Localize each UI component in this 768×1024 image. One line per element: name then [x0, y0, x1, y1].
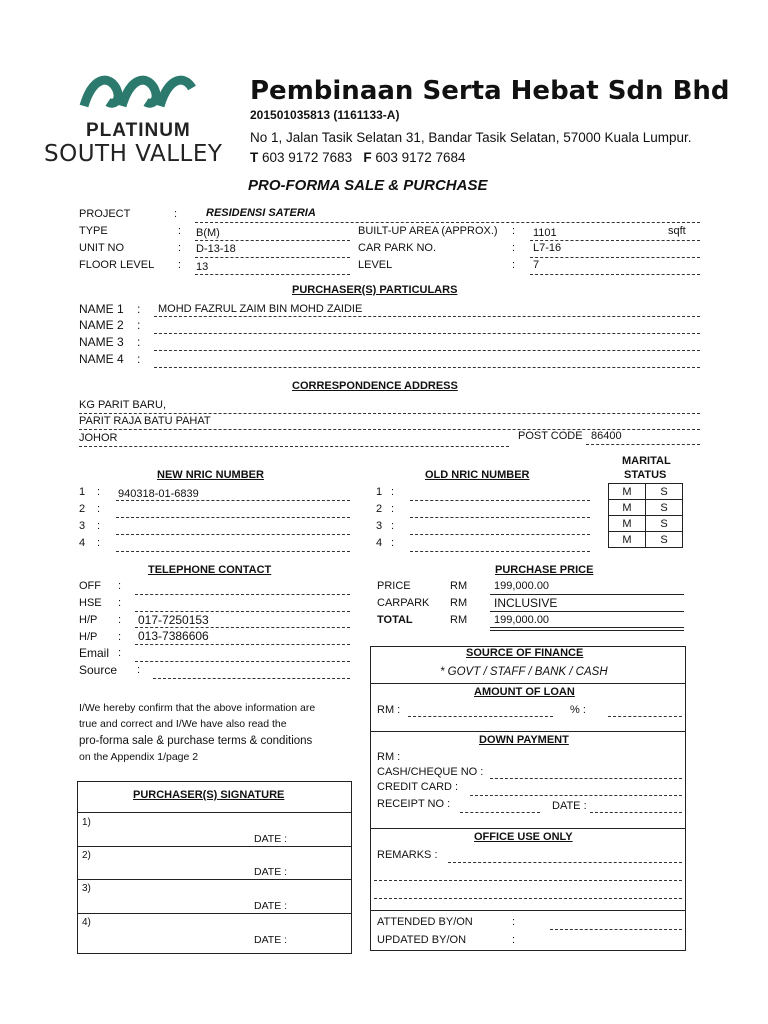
company-logo-icon — [78, 68, 196, 110]
price-line — [490, 594, 684, 595]
level-value: 7 — [533, 259, 540, 271]
signature-divider-3 — [77, 913, 352, 914]
old-nric-row-number: 4 — [376, 537, 383, 549]
attended-by-line — [550, 929, 682, 930]
hp-1-line — [135, 627, 350, 628]
floor-level-value: 13 — [196, 261, 209, 273]
total-line-2 — [490, 630, 684, 631]
off-line — [135, 594, 350, 595]
project-line — [195, 222, 700, 223]
office-use-heading: OFFICE USE ONLY — [474, 831, 573, 843]
down-payment-heading: DOWN PAYMENT — [479, 734, 569, 746]
name-3-label: NAME 3 — [79, 335, 124, 349]
single-option[interactable]: S — [646, 500, 683, 516]
project-colon: : — [174, 208, 178, 220]
marital-row-4 — [609, 532, 683, 548]
down-payment-rm-label: RM : — [377, 751, 401, 763]
old-nric-colon: : — [391, 537, 395, 549]
level-label: LEVEL — [358, 259, 393, 271]
signature-row-2-date: DATE : — [254, 866, 288, 878]
purchase-price-heading: PURCHASE PRICE — [495, 564, 594, 576]
carpark-price-label: CARPARK — [377, 597, 430, 609]
level-colon: : — [512, 259, 516, 271]
finance-options: * GOVT / STAFF / BANK / CASH — [440, 666, 608, 678]
old-nric-colon: : — [391, 486, 395, 498]
new-nric-value: 940318-01-6839 — [118, 488, 199, 500]
hse-label: HSE — [79, 597, 102, 609]
email-line — [135, 661, 350, 662]
type-line — [195, 240, 350, 241]
name-2-line — [154, 333, 700, 334]
builtup-unit: sqft — [668, 225, 686, 237]
remarks-line-3 — [374, 898, 682, 899]
finance-heading: SOURCE OF FINANCE — [466, 647, 584, 659]
off-colon: : — [118, 580, 122, 592]
price-value: 199,000.00 — [494, 580, 550, 592]
source-label: Source — [79, 663, 118, 677]
remarks-label: REMARKS : — [377, 849, 438, 861]
hp-2-value: 013-7386606 — [138, 629, 209, 643]
name-4-label: NAME 4 — [79, 352, 124, 366]
postcode-value: 86400 — [591, 430, 622, 442]
total-value: 199,000.00 — [494, 614, 550, 626]
form-title: PRO-FORMA SALE & PURCHASE — [248, 177, 488, 194]
marital-heading-2: STATUS — [624, 469, 667, 481]
finance-divider-1 — [370, 683, 686, 684]
address-line-3-rule — [79, 446, 509, 447]
loan-rm-line — [408, 716, 553, 717]
marital-row-2 — [609, 500, 683, 516]
fax-number: 603 9172 7684 — [375, 150, 466, 165]
total-line-1 — [490, 627, 684, 628]
signature-row-2-no: 2) — [82, 850, 91, 861]
logo-text-south-valley: SOUTH VALLEY — [44, 141, 223, 167]
carpark-no-line — [530, 257, 700, 258]
hp-2-colon: : — [118, 631, 122, 643]
price-label: PRICE — [377, 580, 411, 592]
total-label: TOTAL — [377, 614, 413, 626]
attended-by-colon: : — [512, 916, 516, 928]
new-nric-line — [116, 500, 350, 501]
signature-divider-1 — [77, 846, 352, 847]
address-line-3: JOHOR — [79, 432, 118, 444]
project-value: RESIDENSI SATERIA — [206, 207, 316, 219]
postcode-line — [586, 444, 700, 445]
finance-divider-2 — [370, 731, 686, 732]
remarks-line-1 — [448, 862, 682, 863]
company-contact — [250, 150, 465, 165]
company-address: No 1, Jalan Tasik Selatan 31, Bandar Tasik Selatan, 57000 Kuala Lumpur. — [250, 130, 692, 145]
single-option[interactable]: S — [646, 532, 683, 548]
unit-no-label: UNIT NO — [79, 242, 125, 254]
hp-2-label: H/P — [79, 631, 98, 643]
signature-row-1-date: DATE : — [254, 833, 288, 845]
confirmation-line-1: I/We hereby confirm that the above information are — [79, 702, 316, 714]
new-nric-line — [116, 517, 350, 518]
new-nric-line — [116, 534, 350, 535]
builtup-line — [530, 240, 700, 241]
type-colon: : — [178, 225, 182, 237]
level-line — [530, 274, 700, 275]
receipt-no-line — [460, 812, 540, 813]
address-heading: CORRESPONDENCE ADDRESS — [292, 380, 458, 392]
name-3-colon: : — [137, 335, 141, 349]
finance-divider-3 — [370, 828, 686, 829]
credit-card-line — [470, 795, 682, 796]
signature-divider-0 — [77, 812, 352, 813]
carpark-no-label: CAR PARK NO. — [358, 242, 437, 254]
builtup-colon: : — [512, 225, 516, 237]
old-nric-row-number: 3 — [376, 520, 383, 532]
old-nric-line — [410, 517, 590, 518]
new-nric-heading: NEW NRIC NUMBER — [157, 469, 264, 481]
tel-number: 603 9172 7683 — [262, 150, 353, 165]
price-currency: RM — [450, 580, 468, 592]
logo-text-platinum: PLATINUM — [86, 120, 191, 141]
nric-colon: : — [97, 503, 101, 515]
email-label: Email — [79, 646, 110, 660]
name-4-colon: : — [137, 352, 141, 366]
floor-level-line — [195, 274, 350, 275]
builtup-label: BUILT-UP AREA (APPROX.) — [358, 225, 498, 237]
attended-by-label: ATTENDED BY/ON — [377, 916, 473, 928]
floor-level-label: FLOOR LEVEL — [79, 259, 155, 271]
old-nric-colon: : — [391, 520, 395, 532]
carpark-price-value: INCLUSIVE — [494, 596, 558, 610]
nric-row-number: 2 — [79, 503, 86, 515]
married-option[interactable]: M — [609, 532, 646, 548]
marital-status-table — [608, 483, 683, 548]
off-label: OFF — [79, 580, 101, 592]
source-line — [153, 678, 350, 679]
new-nric-line — [116, 551, 350, 552]
signature-row-1-no: 1) — [82, 817, 91, 828]
source-colon: : — [137, 664, 141, 676]
project-label: PROJECT — [79, 208, 131, 220]
old-nric-line — [410, 534, 590, 535]
credit-card-label: CREDIT CARD : — [377, 781, 459, 793]
receipt-date-label: DATE : — [552, 800, 587, 812]
updated-by-label: UPDATED BY/ON — [377, 934, 467, 946]
name-3-line — [154, 350, 700, 351]
name-2-label: NAME 2 — [79, 318, 124, 332]
name-2-colon: : — [137, 318, 141, 332]
name-4-line — [154, 367, 700, 368]
confirmation-line-3: pro-forma sale & purchase terms & conditions — [79, 735, 313, 747]
loan-percent-label: % : — [570, 704, 586, 716]
hse-line — [135, 611, 350, 612]
carpark-price-line — [490, 611, 684, 612]
postcode-label: POST CODE — [518, 430, 583, 442]
hse-colon: : — [118, 597, 122, 609]
name-1-line — [154, 316, 700, 317]
married-option[interactable]: M — [609, 484, 646, 500]
old-nric-row-number: 2 — [376, 503, 383, 515]
type-label: TYPE — [79, 225, 108, 237]
address-line-1: KG PARIT BARU, — [79, 399, 167, 411]
carpark-price-currency: RM — [450, 597, 468, 609]
name-1-label: NAME 1 — [79, 302, 124, 316]
marital-heading-1: MARITAL — [622, 455, 671, 467]
purchaser-heading: PURCHASER(S) PARTICULARS — [292, 284, 458, 296]
type-value: B(M) — [196, 227, 220, 239]
signature-heading: PURCHASER(S) SIGNATURE — [133, 789, 285, 801]
fax-label: F — [363, 150, 372, 165]
total-currency: RM — [450, 614, 468, 626]
hp-1-colon: : — [118, 614, 122, 626]
unit-no-value: D-13-18 — [196, 243, 236, 255]
cash-cheque-line — [490, 778, 682, 779]
old-nric-line — [410, 500, 590, 501]
nric-colon: : — [97, 520, 101, 532]
married-option[interactable]: M — [609, 516, 646, 532]
nric-row-number: 4 — [79, 537, 86, 549]
name-1-colon: : — [137, 302, 141, 316]
receipt-no-label: RECEIPT NO : — [377, 798, 451, 810]
company-registration: 201501035813 (1161133-A) — [250, 108, 400, 122]
signature-box — [77, 781, 352, 954]
remarks-line-2 — [374, 880, 682, 881]
confirmation-line-4: on the Appendix 1/page 2 — [79, 751, 199, 763]
floor-level-colon: : — [178, 259, 182, 271]
old-nric-row-number: 1 — [376, 486, 383, 498]
signature-divider-2 — [77, 879, 352, 880]
address-line-1-rule — [79, 413, 700, 414]
nric-row-number: 1 — [79, 486, 86, 498]
single-option[interactable]: S — [646, 516, 683, 532]
marital-row-1 — [609, 484, 683, 500]
loan-percent-line — [608, 716, 682, 717]
signature-row-4-no: 4) — [82, 917, 91, 928]
carpark-no-colon: : — [512, 242, 516, 254]
marital-row-3 — [609, 516, 683, 532]
married-option[interactable]: M — [609, 500, 646, 516]
address-line-2: PARIT RAJA BATU PAHAT — [79, 415, 211, 427]
company-name: Pembinaan Serta Hebat Sdn Bhd — [250, 76, 730, 106]
builtup-value: 1101 — [533, 227, 557, 239]
updated-by-colon: : — [512, 934, 516, 946]
loan-heading: AMOUNT OF LOAN — [474, 686, 575, 698]
hp-2-line — [135, 644, 350, 645]
telephone-heading: TELEPHONE CONTACT — [148, 564, 272, 576]
finance-divider-4 — [370, 910, 686, 911]
name-1-value: MOHD FAZRUL ZAIM BIN MOHD ZAIDIE — [158, 303, 363, 315]
nric-row-number: 3 — [79, 520, 86, 532]
cash-cheque-label: CASH/CHEQUE NO : — [377, 766, 484, 778]
single-option[interactable]: S — [646, 484, 683, 500]
carpark-no-value: L7-16 — [533, 242, 562, 254]
hp-1-value: 017-7250153 — [138, 613, 209, 627]
old-nric-heading: OLD NRIC NUMBER — [425, 469, 530, 481]
signature-row-4-date: DATE : — [254, 934, 288, 946]
confirmation-line-2: true and correct and I/We have also read the — [79, 718, 287, 730]
old-nric-line — [410, 551, 590, 552]
tel-label: T — [250, 150, 259, 165]
hp-1-label: H/P — [79, 614, 98, 626]
loan-rm-label: RM : — [377, 704, 401, 716]
unit-no-colon: : — [178, 242, 182, 254]
nric-colon: : — [97, 486, 101, 498]
signature-row-3-no: 3) — [82, 883, 91, 894]
nric-colon: : — [97, 537, 101, 549]
old-nric-colon: : — [391, 503, 395, 515]
receipt-date-line — [590, 812, 682, 813]
email-colon: : — [118, 647, 122, 659]
unit-no-line — [195, 257, 350, 258]
signature-row-3-date: DATE : — [254, 900, 288, 912]
